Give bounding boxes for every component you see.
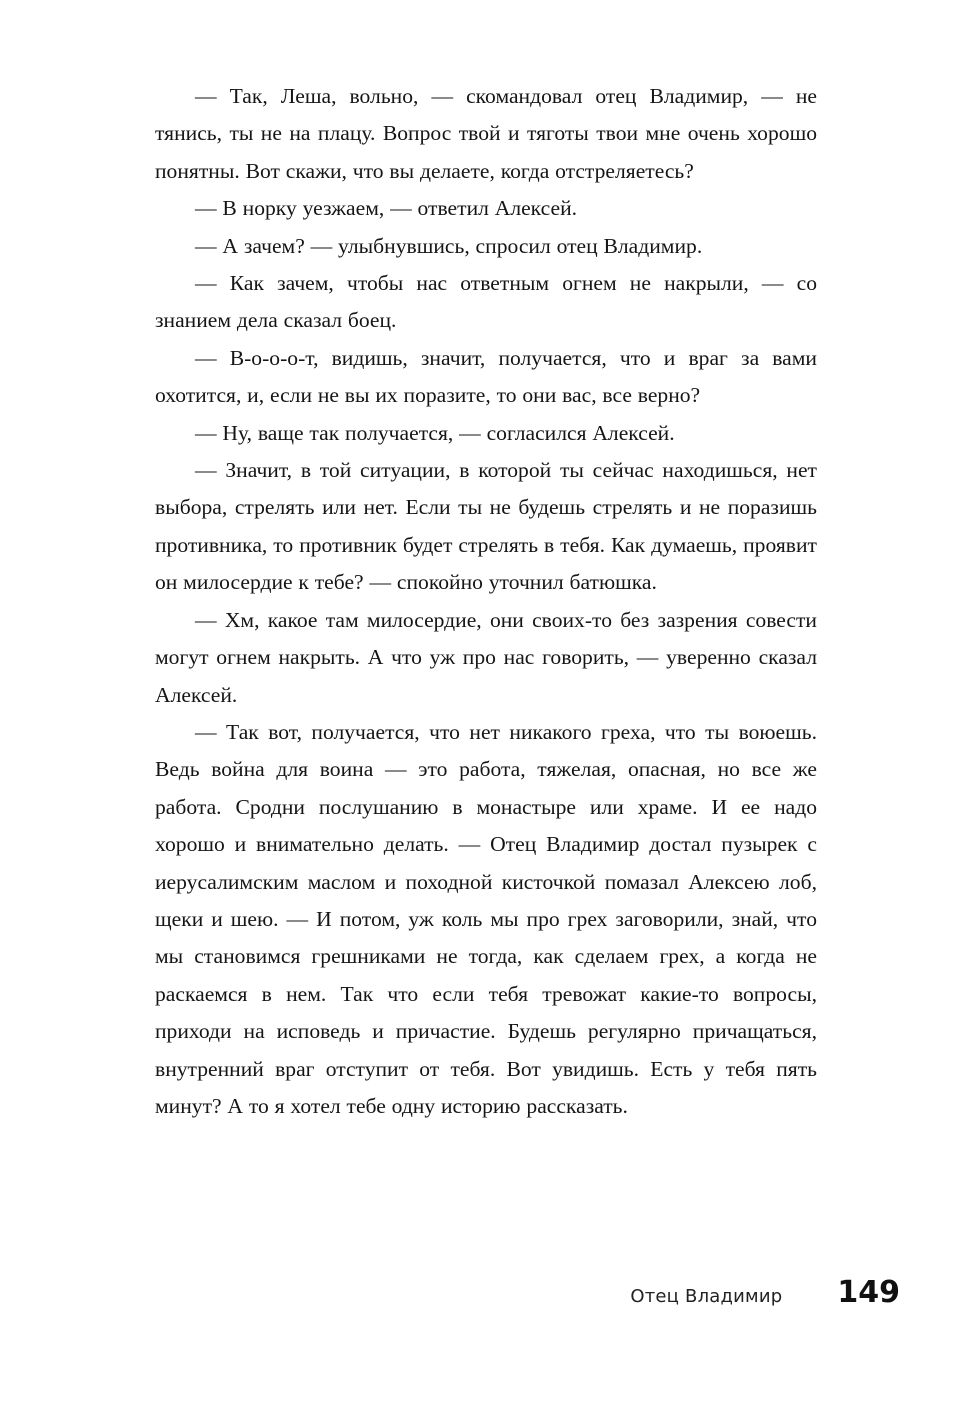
paragraph: — А зачем? — улыбнувшись, спросил отец Владимир. xyxy=(195,233,703,258)
running-head: Отец Владимир xyxy=(630,1286,783,1307)
paragraph: — Как зачем, чтобы нас ответным огнем не накрыли, — со знанием дела сказал боец. xyxy=(155,271,817,333)
paragraph: — Так вот, получается, что нет никакого греха, что ты воюешь. Ведь война для воина — это работа, тяжелая, опасная, но все же работа. Сродни послушанию в монастыре или храме. И ее надо хорошо и внимательно делать. — Отец Владимир достал пузырек с иерусалимским маслом и походной кисточкой помазал Алексею лоб, щеки и шею. — И потом, уж коль мы про грех заговорили, знай, что мы становимся грешниками не тогда, как сделаем грех, а когда не раскаемся в нем. Так что если тебя тревожат какие-то вопросы, приходи на исповедь и причастие. Будешь регулярно причащаться, внутренний враг отступит от тебя. Вот увидишь. Есть у тебя пять минут? А то я хотел тебе одну историю рассказать. xyxy=(155,719,817,1118)
paragraph: — Ну, ваще так получается, — согласился Алексей. xyxy=(195,420,675,445)
page-number: 149 xyxy=(837,1275,900,1310)
paragraph: — Хм, какое там милосердие, они своих-то без зазрения совести могут огнем накрыть. А что уж про нас говорить, — уверенно сказал Алексей. xyxy=(155,607,817,707)
body-text-column xyxy=(155,78,817,1125)
page-footer xyxy=(155,1275,900,1310)
paragraph: — В-о-о-о-т, видишь, значит, получается, что и враг за вами охотится, и, если не вы их поразите, то они вас, все верно? xyxy=(155,345,817,408)
paragraph: — Значит, в той ситуации, в которой ты сейчас находишься, нет выбора, стрелять или нет. Если ты не будешь стрелять и не поразишь противника, то противник будет стрелять в тебя. Как думаешь, проявит он милосердие к тебе? — спокойно уточнил батюшка. xyxy=(155,458,817,595)
paragraph: — В норку уезжаем, — ответил Алексей. xyxy=(195,196,578,221)
paragraph: — Так, Леша, вольно, — скомандовал отец Владимир, — не тянись, ты не на плацу. Вопрос твой и тяготы твои мне очень хорошо понятны. Вот скажи, что вы делаете, когда отстреляетесь? xyxy=(155,84,817,183)
